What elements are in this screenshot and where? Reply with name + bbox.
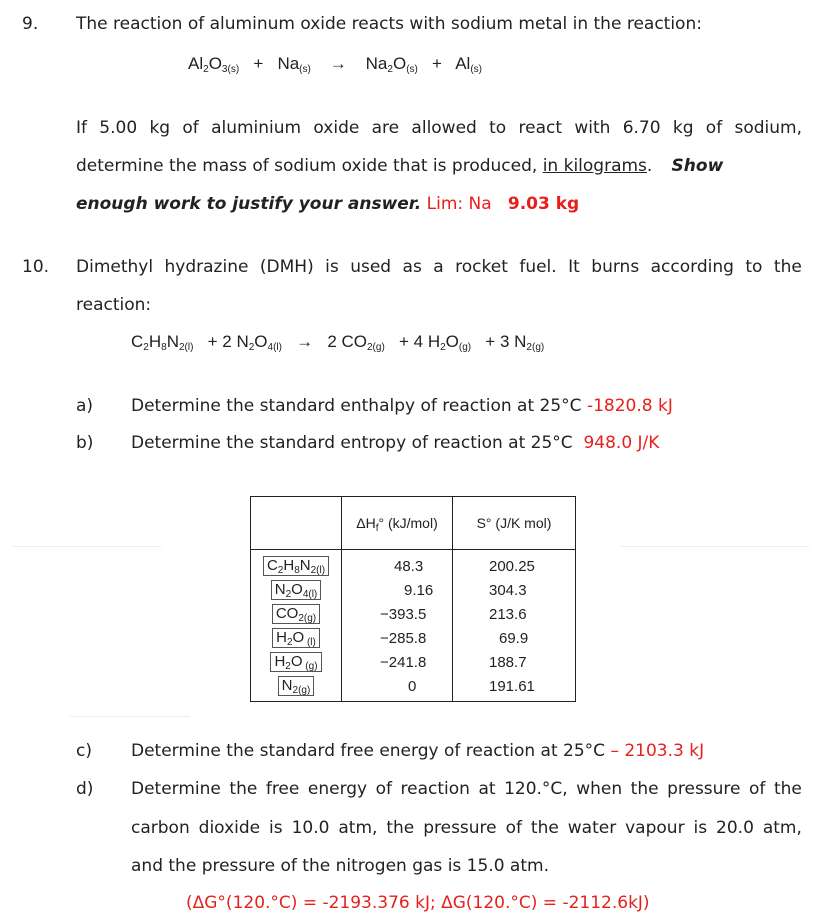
part-d-line-3: and the pressure of the nitrogen gas is 15.0 atm. [131, 856, 549, 876]
entropy-value: 188.7 [453, 650, 576, 674]
scan-mark [620, 546, 810, 547]
species-h2o-liquid: $H_2O$ $_{(l)}$ [272, 628, 320, 648]
part-b-answer: 948.0 J/K [583, 433, 660, 453]
table-header-row [251, 497, 576, 550]
table-row [251, 602, 576, 626]
part-c-answer: – 2103.3 kJ [610, 741, 705, 761]
enthalpy-value: −241.8 [342, 650, 453, 674]
enthalpy-value: −285.8 [342, 626, 453, 650]
table-row [251, 650, 576, 674]
question-10-line-2: reaction: [76, 295, 152, 315]
entropy-value: 213.6 [453, 602, 576, 626]
question-9-line-1: If 5.00 kg of aluminium oxide are allowed to react with 6.70 kg of sodium, [76, 118, 802, 138]
species-c2h8n2: $C_2H_8N_{2(l)}$ [263, 556, 329, 576]
part-a-text: Determine the standard enthalpy of reaction at 25°C -1820.8 kJ [131, 396, 673, 416]
species-co2: $CO_{2(g)}$ [272, 604, 320, 624]
species-n2o4: $N_2O_{4(l)}$ [271, 580, 322, 600]
question-9-answer-limiting: Lim: Na [426, 194, 492, 214]
in-kilograms-underline: in kilograms [542, 156, 647, 176]
enthalpy-value: 9.16 [342, 578, 453, 602]
enthalpy-value: −393.5 [342, 602, 453, 626]
part-d-label: d) [76, 779, 94, 799]
question-9-intro: The reaction of aluminum oxide reacts with sodium metal in the reaction: [76, 14, 702, 34]
part-c-text: Determine the standard free energy of reaction at 25°C – 2103.3 kJ [131, 741, 705, 761]
question-9-equation: $Al_2O_{3(s)}$ + $Na_{(s)}$ → $Na_2O_{(s)}$ + $Al_{(s)}$ [188, 54, 482, 75]
enthalpy-value: 48.3 [342, 550, 453, 579]
species-n2: $N_{2(g)}$ [278, 676, 315, 696]
part-a-answer: -1820.8 kJ [586, 396, 673, 416]
part-a-label: a) [76, 396, 94, 416]
part-b-label: b) [76, 433, 94, 453]
part-d-line-1: Determine the free energy of reaction at 120.°C, when the pressure of the [131, 779, 802, 799]
question-10-line-1: Dimethyl hydrazine (DMH) is used as a rocket fuel. It burns according to the [76, 257, 802, 277]
part-c-label: c) [76, 741, 92, 761]
scan-mark [12, 546, 162, 547]
question-9-line-2: determine the mass of sodium oxide that is produced, in kilograms. Show [76, 156, 724, 176]
table-header-empty [251, 497, 342, 550]
question-9-line-3: enough work to justify your answer. Lim: Na 9.03 kg [76, 194, 580, 214]
species-h2o-gas: $H_2O$ $_{(g)}$ [270, 652, 321, 672]
part-b-text: Determine the standard entropy of reaction at 25°C 948.0 J/K [131, 433, 660, 453]
question-9-answer-mass: 9.03 kg [507, 194, 580, 214]
table-row [251, 578, 576, 602]
part-d-answer: (ΔG°(120.°C) = -2193.376 kJ; ΔG(120.°C) = -2112.6kJ) [186, 893, 650, 913]
entropy-value: 304.3 [453, 578, 576, 602]
table-row [251, 626, 576, 650]
entropy-value: 200.25 [453, 550, 576, 579]
thermo-data-table [250, 496, 576, 702]
entropy-value: 191.61 [453, 674, 576, 702]
question-10-number: 10. [22, 257, 50, 277]
entropy-value: 69.9 [453, 626, 576, 650]
scan-mark [70, 716, 190, 717]
table-header-enthalpy: $\Delta H_f^\circ$ (kJ/mol) [342, 497, 453, 550]
question-9-number: 9. [22, 14, 39, 34]
question-10-equation: $C_2H_8N_{2(l)}$ + 2 $N_2O_{4(l)}$ → 2 $CO_{2(g)}$ + 4 $H_2O_{(g)}$ + 3 $N_{2(g)}$ [131, 332, 545, 353]
table-row [251, 550, 576, 579]
table-row [251, 674, 576, 702]
part-d-line-2: carbon dioxide is 10.0 atm, the pressure of the water vapour is 20.0 atm, [131, 818, 802, 838]
table-header-entropy: S° (J/K mol) [453, 497, 576, 550]
enthalpy-value: 0 [342, 674, 453, 702]
